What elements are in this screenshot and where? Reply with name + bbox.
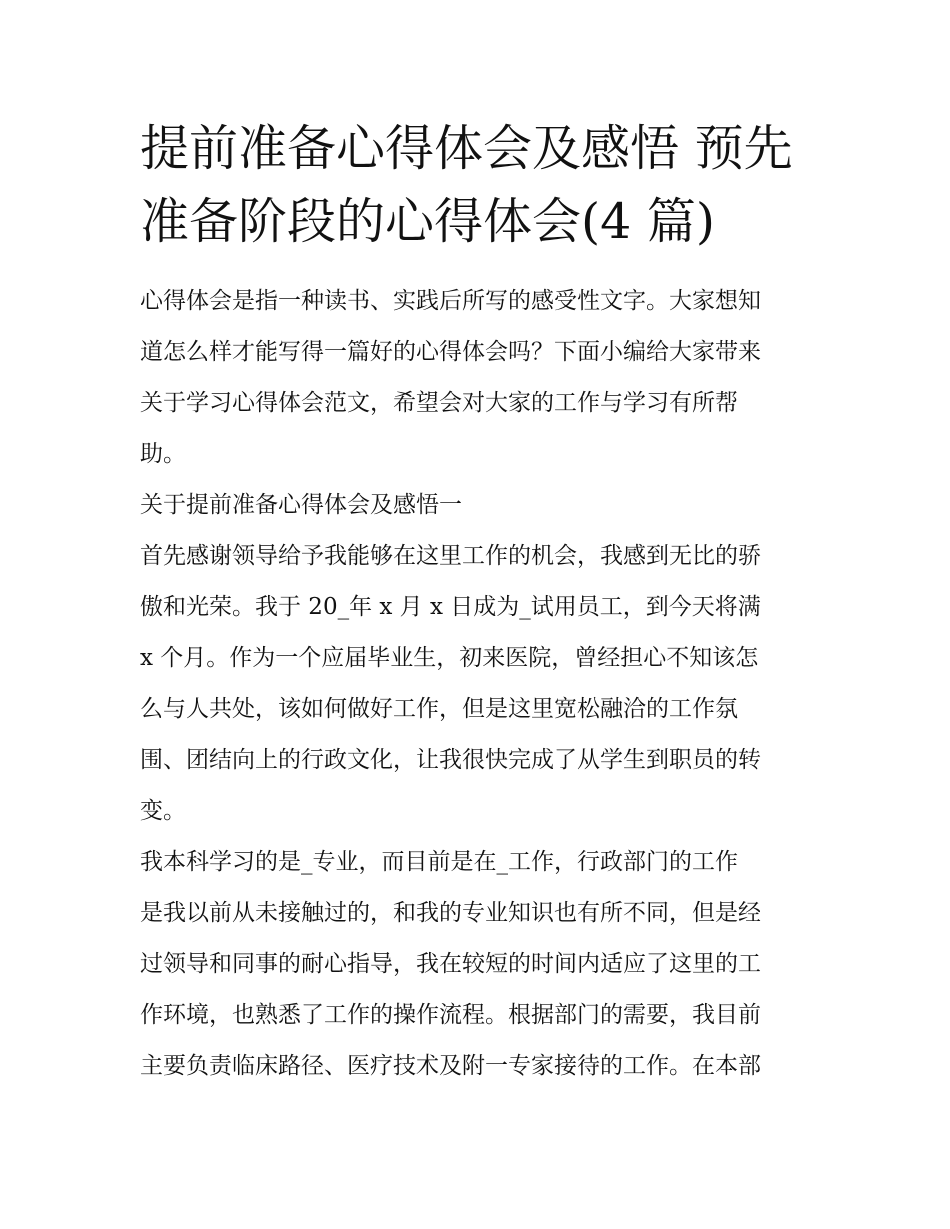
paragraph-line: 道怎么样才能写得一篇好的心得体会吗？下面小编给大家带来 xyxy=(140,339,761,365)
paragraph-line: 么与人共处，该如何做好工作，但是这里宽松融洽的工作氛 xyxy=(140,696,738,722)
section-heading: 关于提前准备心得体会及感悟一 xyxy=(140,492,462,518)
paragraph-line: 我本科学习的是_专业，而目前是在_工作，行政部门的工作 xyxy=(140,849,738,875)
paragraph-line: 围、团结向上的行政文化，让我很快完成了从学生到职员的转 xyxy=(140,747,761,773)
paragraph-line: 过领导和同事的耐心指导，我在较短的时间内适应了这里的工 xyxy=(140,951,761,977)
paragraph-line: 心得体会是指一种读书、实践后所写的感受性文字。大家想知 xyxy=(140,288,761,314)
title-line: 准备阶段的心得体会(4 篇) xyxy=(140,193,715,250)
paragraph-line: 变。 xyxy=(140,798,186,824)
title-line: 提前准备心得体会及感悟 预先 xyxy=(140,120,793,177)
paragraph-line: 作环境，也熟悉了工作的操作流程。根据部门的需要，我目前 xyxy=(140,1002,761,1028)
paragraph-line: 助。 xyxy=(140,441,186,467)
paragraph-line: x 个月。作为一个应届毕业生，初来医院，曾经担心不知该怎 xyxy=(140,645,759,671)
paragraph-line: 是我以前从未接触过的，和我的专业知识也有所不同，但是经 xyxy=(140,900,761,926)
paragraph-line: 首先感谢领导给予我能够在这里工作的机会，我感到无比的骄 xyxy=(140,543,761,569)
paragraph-line: 主要负责临床路径、医疗技术及附一专家接待的工作。在本部 xyxy=(140,1053,761,1079)
document-body xyxy=(140,276,830,1092)
document-title xyxy=(140,112,830,258)
paragraph-line: 傲和光荣。我于 20_年 x 月 x 日成为_试用员工，到今天将满 xyxy=(140,594,761,620)
paragraph-line: 关于学习心得体会范文，希望会对大家的工作与学习有所帮 xyxy=(140,390,738,416)
